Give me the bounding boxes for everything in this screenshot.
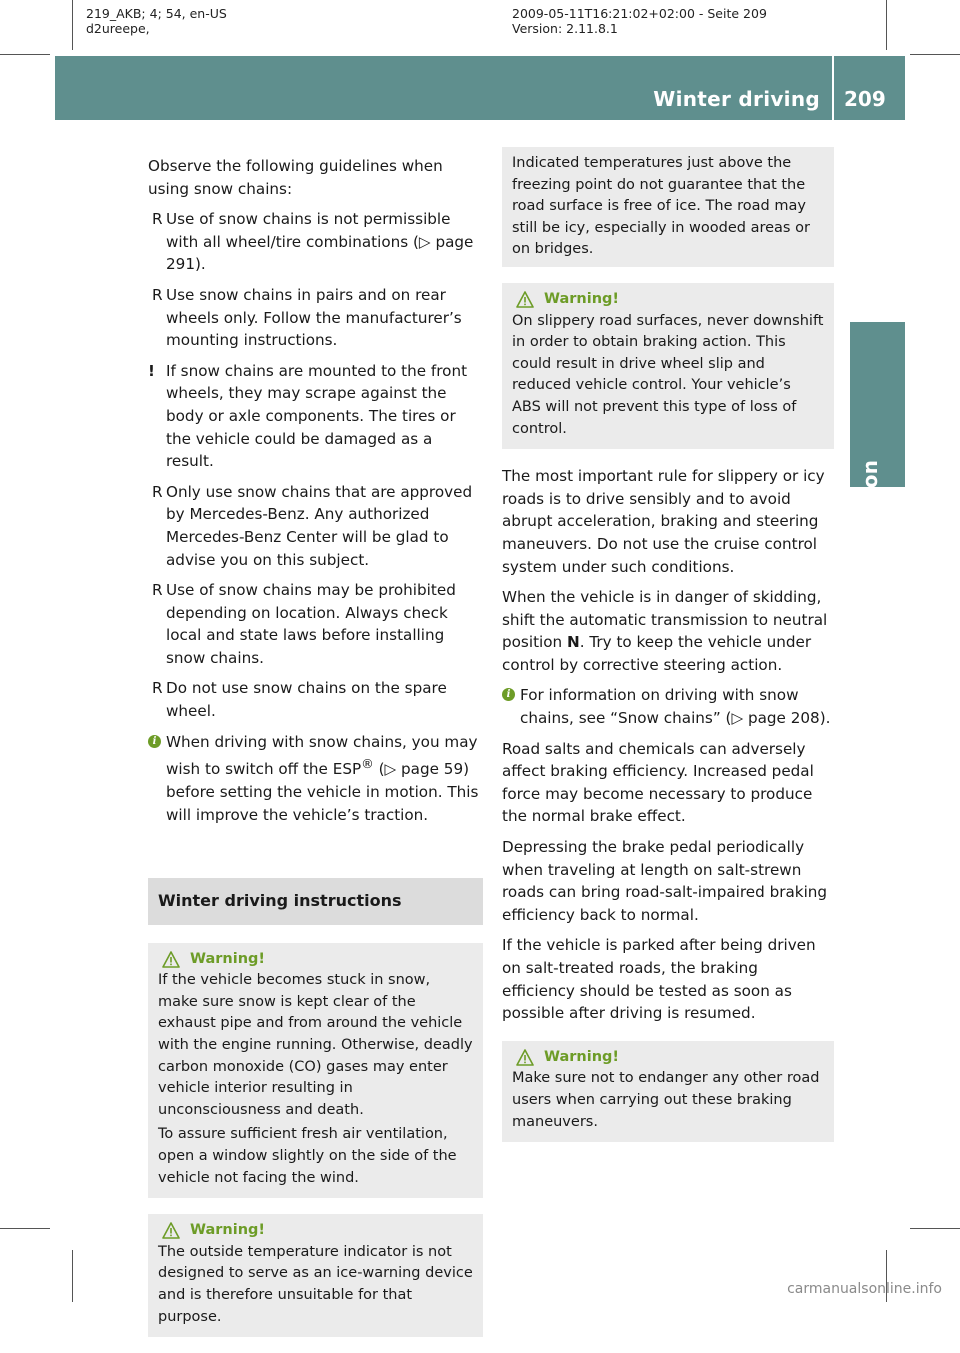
warning-text: To assure sufficient fresh air ventilation, open a window slightly on the side of the vehicle not facing the wind.	[158, 1126, 457, 1186]
list-item	[148, 481, 483, 571]
watermark-logo: carmanualsonline.info	[787, 1281, 942, 1297]
warning-label: Warning!	[190, 950, 266, 967]
print-meta-line: 219_AKB; 4; 54, en-US	[86, 6, 227, 21]
bullet-marker: R	[152, 210, 163, 229]
intro-text: Observe the following guidelines when using snow chains:	[148, 157, 443, 198]
crop-mark	[0, 54, 50, 55]
print-meta-line: Version: 2.11.8.1	[512, 21, 618, 36]
list-item	[148, 208, 483, 276]
gear-position: N	[567, 633, 580, 652]
warning-triangle-icon	[516, 1049, 534, 1066]
crop-mark	[72, 1250, 73, 1302]
warning-text: Make sure not to endanger any other road users when carrying out these braking maneuvers.	[512, 1070, 820, 1130]
left-column	[148, 155, 483, 1353]
info-text: When driving with snow chains, you may wish to switch off the ESP	[166, 732, 478, 779]
bullet-marker: R	[152, 285, 163, 304]
list-item	[148, 677, 483, 722]
warning-text: On slippery road surfaces, never downshift in order to obtain braking action. This could result in drive wheel slip and reduced vehicle control. Your vehicle’s ABS will not prevent this type of loss of control.	[512, 312, 824, 437]
header-separator	[832, 56, 834, 120]
warning-label: Warning!	[190, 1222, 266, 1239]
warning-header	[512, 289, 824, 311]
warning-label: Warning!	[544, 1048, 620, 1065]
caution-note	[148, 360, 483, 473]
caution-icon: !	[148, 361, 155, 380]
print-meta-right	[512, 6, 767, 36]
bullet-marker: R	[152, 679, 163, 698]
warning-box	[148, 943, 483, 1199]
warning-triangle-icon	[162, 1222, 180, 1239]
warning-triangle-icon	[516, 291, 534, 308]
section-tab-label: Operation	[858, 459, 882, 575]
body-paragraph	[502, 586, 834, 676]
crop-mark	[886, 0, 887, 50]
list-item-text: Use snow chains in pairs and on rear wheels only. Follow the manufacturer’s mounting instructions.	[166, 285, 462, 350]
list-item-text: Only use snow chains that are approved by Mercedes-Benz. Any authorized Mercedes-Benz Center will be glad to advise you on this subject.	[166, 482, 473, 569]
list-item	[148, 284, 483, 352]
note-box	[502, 147, 834, 267]
info-note	[502, 684, 834, 729]
body-paragraph: If the vehicle is parked after being driven on salt-treated roads, the braking efficiency should be tested as soon as possible after driving is resumed.	[502, 936, 816, 1023]
section-heading: Winter driving instructions	[148, 878, 483, 925]
body-text: When the vehicle is in danger of skidding, shift the automatic transmission to neutral position	[502, 588, 828, 652]
warning-text: The outside temperature indicator is not designed to serve as an ice-warning device and is therefore unsuitable for that purpose.	[158, 1243, 473, 1325]
warning-label: Warning!	[544, 290, 620, 307]
body-paragraph: Depressing the brake pedal periodically when traveling at length on salt-strewn roads can bring road-salt-impaired braking efficiency back to normal.	[502, 838, 828, 924]
body-paragraph: Road salts and chemicals can adversely affect braking efficiency. Increased pedal force may become necessary to produce the normal brake effect.	[502, 739, 814, 826]
warning-header	[158, 949, 473, 971]
warning-header	[158, 1220, 473, 1242]
crop-mark	[910, 1228, 960, 1229]
print-meta-line: 2009-05-11T16:21:02+02:00 - Seite 209	[512, 6, 767, 21]
print-meta-line: d2ureepe,	[86, 21, 150, 36]
print-meta-left	[86, 6, 227, 36]
page-number: 209	[844, 87, 886, 111]
bullet-marker: R	[152, 581, 163, 600]
caution-text: If snow chains are mounted to the front wheels, they may scrape against the body or axle components. The tires or the vehicle could be damaged as a result.	[166, 361, 468, 471]
info-note	[148, 731, 483, 826]
list-item	[148, 579, 483, 669]
warning-box	[148, 1214, 483, 1337]
list-item-text: Use of snow chains may be prohibited depending on location. Always check local and state laws before installing snow chains.	[166, 581, 456, 667]
list-item-text: Do not use snow chains on the spare wheel.	[166, 679, 447, 721]
info-text: For information on driving with snow chains, see “Snow chains” (▷ page 208).	[520, 686, 831, 728]
crop-mark	[0, 1228, 50, 1229]
crop-mark	[910, 54, 960, 55]
note-text: Indicated temperatures just above the freezing point do not guarantee that the road surface is free of ice. The road may still be icy, especially in wooded areas or on bridges.	[512, 155, 810, 258]
warning-box	[502, 283, 834, 449]
info-text-cont: (▷ page 59) before setting the vehicle in motion. This will improve the vehicle’s traction.	[166, 760, 479, 824]
crop-mark	[72, 0, 73, 50]
body-paragraph: The most important rule for slippery or icy roads is to drive sensibly and to avoid abrupt acceleration, braking and steering maneuvers. Do not use the cruise control system under such conditions.	[502, 467, 825, 576]
warning-text: If the vehicle becomes stuck in snow, make sure snow is kept clear of the exhaust pipe and from around the vehicle with the engine running. Otherwise, deadly carbon monoxide (CO) gases may enter vehicle interior resulting in unconsciousness and death.	[158, 972, 473, 1118]
bullet-marker: R	[152, 482, 163, 501]
right-column	[502, 147, 834, 1158]
warning-header	[512, 1047, 824, 1069]
warning-box	[502, 1041, 834, 1142]
registered-mark: ®	[361, 756, 374, 772]
info-icon: i	[502, 688, 515, 701]
page-title: Winter driving	[653, 87, 820, 111]
warning-triangle-icon	[162, 951, 180, 968]
list-item-text: Use of snow chains is not permissible with all wheel/tire combinations (▷ page 291).	[166, 210, 474, 274]
info-icon: i	[148, 735, 161, 748]
body-text: . Try to keep the vehicle under control by corrective steering action.	[502, 633, 812, 674]
